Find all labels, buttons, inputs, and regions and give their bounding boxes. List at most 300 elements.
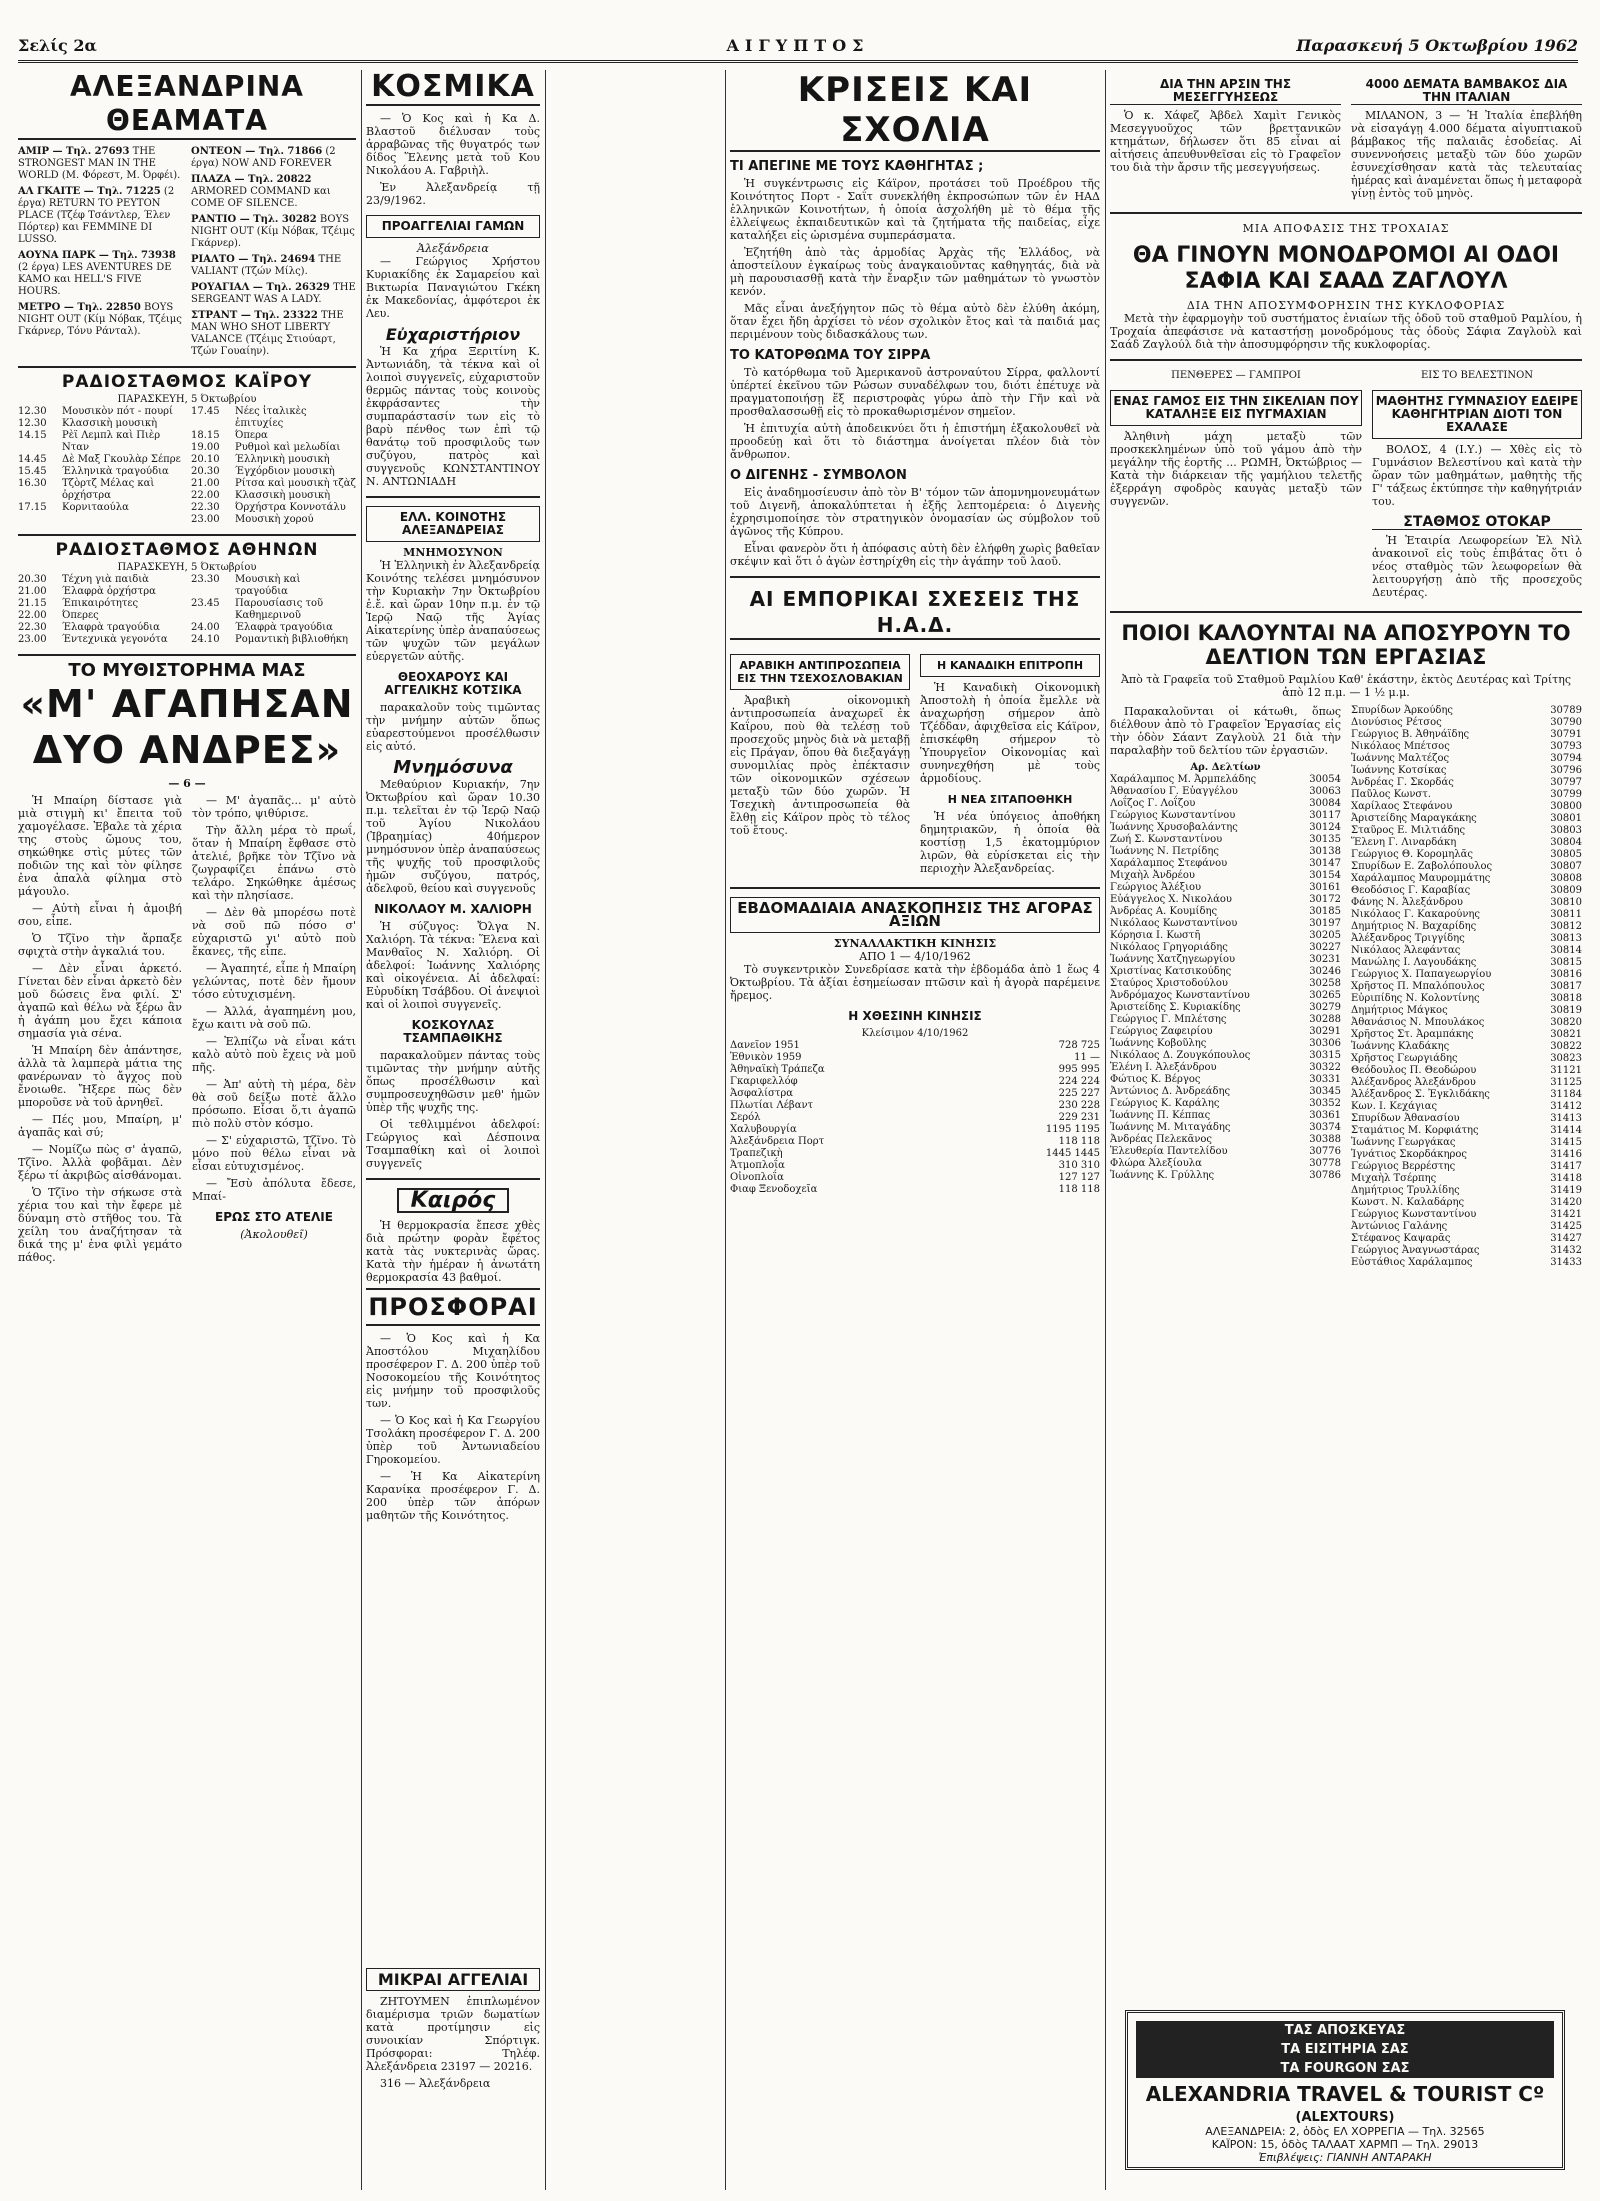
labor-name: Παῦλος Κωνστ. — [1351, 789, 1431, 800]
labor-number: 30818 — [1550, 993, 1582, 1004]
labor-number: 30823 — [1550, 1053, 1582, 1064]
thanks-text: Ἡ Κα χήρα Ξεριτίνη Κ. Ἀντωνιάδη, τὰ τέκνα καὶ οἱ λοιποὶ συγγενεῖς, εὐχαριστοῦν θερμῶς πάντας τοὺς κοινοὺς ἐκφράσαντες τὴν συμπαράστασίν των εἰς τὸ βαρὺ πένθος των ἐπὶ τῷ θανάτῳ τοῦ προσφιλοῦς των συζύγου, πατρὸς καὶ συγγενοῦς ΚΩΝΣΤΑΝΤΙΝΟΥ Ν. ΑΝΤΩΝΙΑΔΗ — [366, 345, 540, 488]
stock-value-b: 1445 — [1074, 1148, 1100, 1159]
labor-name: Νικόλαος Κωνσταντίνου — [1110, 918, 1238, 929]
labor-name: Ἰωάννης Ν. Πετρίδης — [1110, 846, 1219, 857]
labor-number: 30084 — [1309, 798, 1341, 809]
labor-name: Ἑλευθερία Παντελίδου — [1110, 1146, 1228, 1157]
labor-row — [1110, 774, 1341, 786]
program-time: 17.45 — [191, 406, 220, 417]
names-text: παρακαλοῦν τοὺς τιμῶντας τὴν μνήμην αὐτῶν ὅπως εὐαρεστούμενοι προσέλθωσιν εἰς αὐτό. — [366, 701, 540, 753]
weddings-head: ΠΡΟΑΓΓΕΛΙΑΙ ΓΑΜΩΝ — [366, 215, 540, 238]
article-paragraph: Εἶναι φανερὸν ὅτι ἡ ἀπόφασις αὐτὴ δὲν ἐλήφθη χωρὶς βαθεῖαν σκέψιν καὶ ὅτι ὁ ἀγὼν ἐστηρίχθη εἰς τὴν ἀγάπην τοῦ λαοῦ. — [730, 542, 1100, 568]
ad-agency: (ALEXTOURS) — [1295, 2110, 1395, 2125]
labor-number: 30820 — [1550, 1017, 1582, 1028]
radio-athens-date: ΠΑΡΑΣΚΕΥΗ, 5 Όκτωβρίου — [117, 562, 257, 573]
stocks-title: ΕΒΔΟΜΑΔΙΑΙΑ ΑΝΑΣΚΟΠΗΣΙΣ ΤΗΣ ΑΓΟΡΑΣ ΑΞΙΩΝ — [730, 897, 1100, 933]
page-number: Σελίς 2α — [18, 35, 97, 55]
memorial-1-name: ΝΙΚΟΛΑΟΥ Μ. ΧΑΛΙΟΡΗ — [374, 902, 532, 916]
article-paragraph: Ἡ ἐπιτυχία αὐτὴ ἀποδεικνύει ὅτι ἡ ἐπιστήμη ἐξακολουθεῖ νὰ προοδεύῃ καὶ ὅτι τὸ διάστημα ἀνοίγεται πλέον διὰ τὸν ἄνθρωπον. — [730, 422, 1100, 461]
labor-number: 31415 — [1550, 1137, 1582, 1148]
top-right-articles — [1110, 70, 1582, 204]
labor-name: Ἀθανάσιος Ν. Μπουλάκος — [1351, 1017, 1485, 1028]
labor-name: Ἕλενη Γ. Λιναρδάκη — [1351, 837, 1457, 848]
labor-row — [1110, 894, 1341, 906]
labor-name: Ἰωάννης Κλαδάκης — [1351, 1041, 1450, 1052]
program-row — [191, 490, 356, 502]
digenis-head: Ο ΔΙΓΕΝΗΣ - ΣΥΜΒΟΛΟΝ — [730, 468, 907, 483]
program-row — [18, 502, 183, 514]
program-time: 22.30 — [191, 502, 220, 513]
theater-desc: (2 έργα) LES AVENTURES DE KAMO και HELL'S FIVE HOURS. — [18, 262, 172, 297]
program-name: Ρὲϊ Λεμπλ καὶ Πιὲρ Νταν — [62, 430, 161, 453]
labor-row — [1110, 1026, 1341, 1038]
stock-row — [730, 1112, 1100, 1124]
article-paragraph: Εἰς ἀναδημοσίευσιν ἀπὸ τὸν Β' τόμον τῶν ἀπομνημονευμάτων τοῦ Διγενῆ, ἀποκαλύπτεται ἡ ἐξῆς λεπτομέρεια: ὁ Διγενὴς ἐχρησιμοποίησε τὸν στρατηγικὸν ὀνομασίαν ὡς σύμβολον τοῦ ἀγῶνος τῆς Κύπρου. — [730, 486, 1100, 538]
labor-row — [1351, 1017, 1582, 1029]
labor-number: 30815 — [1550, 957, 1582, 968]
labor-row — [1110, 1122, 1341, 1134]
labor-row — [1351, 933, 1582, 945]
classifieds-foot: 316 — Ἀλεξάνδρεια — [380, 2077, 491, 2090]
labor-row — [1351, 1161, 1582, 1173]
stock-name: Ἀλεξάνδρεια Πορτ — [730, 1136, 825, 1147]
labor-number: 30161 — [1309, 882, 1341, 893]
labor-row — [1351, 1149, 1582, 1161]
labor-number: 30817 — [1550, 981, 1582, 992]
labor-number: 30808 — [1550, 873, 1582, 884]
labor-row — [1110, 798, 1341, 810]
program-row — [18, 430, 183, 454]
labor-name: Μιχαὴλ Ἀνδρέου — [1110, 870, 1195, 881]
labor-row — [1351, 1113, 1582, 1125]
labor-name: Ἀλέξανδρος Σ. Ἐγκλιδάκης — [1351, 1089, 1490, 1100]
labor-number: 30805 — [1550, 849, 1582, 860]
labor-number: 30813 — [1550, 933, 1582, 944]
novel-chapter: — 6 — — [168, 777, 206, 790]
ad-address-alexandria: ΑΛΕΞΑΝΔΡΕΙΑ: 2, ὁδὸς ΕΛ ΧΟΡΡΕΓΙΑ — Τηλ. 32565 — [1205, 2125, 1485, 2138]
uar-a2-head: Η ΚΑΝΑΔΙΚΗ ΕΠΙΤΡΟΠΗ — [920, 654, 1100, 677]
program-name: Έλαφρὰ τραγούδια — [62, 622, 160, 633]
thessaloniki-kicker: ΕΙΣ ΤΟ ΒΕΛΕΣΤΙΝΟΝ — [1420, 370, 1534, 381]
stock-value-a: 127 — [1058, 1172, 1078, 1183]
labor-sub: Ἀπὸ τὰ Γραφεῖα τοῦ Σταθμοῦ Ραμλίου Καθ' ἑκάστην, ἐκτὸς Δευτέρας καὶ Τρίτης ἀπὸ 12 π.μ. — 1 ½ μ.μ. — [1120, 673, 1572, 699]
labor-number: 30822 — [1550, 1041, 1582, 1052]
program-time: 12.30 — [18, 418, 47, 429]
program-row — [18, 634, 183, 646]
novel-paragraph: — Σ' εὐχαριστῶ, Τζῖνο. Τὸ μόνο ποὺ θέλω εἶναι νὰ εἶσαι εὐτυχισμένος. — [192, 1134, 356, 1173]
labor-row — [1351, 1137, 1582, 1149]
classifieds-text: ΖΗΤΟΥΜΕΝ ἐπιπλωμένον διαμέρισμα τριῶν δωματίων κατὰ προτίμησιν εἰς συνοικίαν Σπόρτιγκ. Πρόσφοραι: Τηλέφ. Ἀλεξάνδρεια 23197 — 20216. — [366, 1995, 540, 2073]
uar-body — [730, 646, 1100, 879]
labor-name: Φώτιος Κ. Βέργος — [1110, 1074, 1201, 1085]
theater-desc: BOYS NIGHT OUT (Κίμ Νόβακ, Τζέιμς Γκάρνερ, Τόνυ Ράνταλ). — [18, 302, 182, 337]
labor-number: 30803 — [1550, 825, 1582, 836]
stock-value-a: 310 — [1058, 1160, 1078, 1171]
stocks-sub: ΣΥΝΑΛΛΑΚΤΙΚΗ ΚΙΝΗΣΙΣ — [833, 937, 997, 950]
ad-top3: ΤΑ FOURGON ΣΑΣ — [1136, 2059, 1554, 2078]
labor-name: Ἀριστείδης Σ. Κυριακίδης — [1110, 1002, 1241, 1013]
column-rule — [725, 70, 726, 2190]
stock-value-a: 118 — [1058, 1136, 1078, 1147]
program-time: 15.45 — [18, 466, 47, 477]
labor-number: 30819 — [1550, 1005, 1582, 1016]
program-time: 22.00 — [18, 610, 47, 621]
labor-number: 30279 — [1309, 1002, 1341, 1013]
labor-number: 30361 — [1309, 1110, 1341, 1121]
program-time: 20.10 — [191, 454, 220, 465]
labor-row — [1351, 1089, 1582, 1101]
column-rule — [361, 70, 362, 2190]
labor-row — [1351, 1125, 1582, 1137]
program-row — [18, 598, 183, 610]
column-left — [18, 70, 356, 2190]
program-name: Έλαφρὰ ὀρχήστρα — [62, 586, 156, 597]
labor-row — [1351, 1245, 1582, 1257]
labor-name: Νικόλαος Μπέτσος — [1351, 741, 1450, 752]
labor-number: 31427 — [1550, 1233, 1582, 1244]
uar-a2-text: Ἡ Καναδικὴ Οἰκονομικὴ Ἀποστολὴ ἡ ὁποία ἔμελλε νὰ ἀναχωρήσῃ σήμερον ἀπὸ Τζέδδαν, ἀφιχθεῖσα εἰς Κάϊρον, ἐπισκέφθη σήμερον τὸ Ὑπουργεῖον Οἰκονομίας καὶ συνηνεχθήση μὲ τοὺς ἁρμοδίους. — [920, 681, 1100, 785]
stock-name: Σερόλ — [730, 1112, 761, 1123]
labor-name: Ζωή Σ. Κωνσταντίνου — [1110, 834, 1223, 845]
theater-name: ΑΛ ΓΚΑΙΤΕ — Τηλ. 71225 — [18, 186, 161, 197]
divider — [730, 576, 1100, 578]
wedding-text: Ἀληθινὴ μάχη μεταξὺ τῶν προσκεκλημένων ὑπὸ τοῦ γάμου ἀπὸ τὴν μεγάλην τῆς ἑορτῆς ... ΡΩΜΗ, Ὀκτώβριος — Κατὰ τὴν διάρκειαν τῆς γαμήλιου τελετῆς ἐξερράγη σφοδρὸς καυγὰς μεταξὺ τῶν συγγενῶν. — [1110, 430, 1362, 508]
weddings-city: Ἀλεξάνδρεια — [417, 242, 489, 255]
theater-name: ΜΕΤΡΟ — Τηλ. 22850 — [18, 302, 141, 313]
weather-text: Ἡ θερμοκρασία ἔπεσε χθὲς διὰ πρώτην φορὰν ἔφέτος κατὰ τὰς νυκτερινὰς ὥρας. Κατὰ τὴν ἡμέραν ἡ ἀνωτάτη θερμοκρασία 43 βαθμοί. — [366, 1219, 540, 1284]
labor-row — [1351, 1209, 1582, 1221]
labor-name: Γεώργιος Βερρέστης — [1351, 1161, 1456, 1172]
labor-name: Κωνστ. Ν. Καλαδάρης — [1351, 1197, 1465, 1208]
divider — [1110, 212, 1582, 214]
theater-desc: THE STRONGEST MAN IN THE WORLD (Μ. Φόρεστ, Μ. Όρφέι). — [18, 146, 181, 181]
program-time: 19.00 — [191, 442, 220, 453]
labor-name: Χαρίλαος Στεφάνου — [1351, 801, 1453, 812]
sirra-body — [730, 366, 1100, 461]
labor-row — [1351, 741, 1582, 753]
labor-number: 31413 — [1550, 1113, 1582, 1124]
labor-name: Εὐστάθιος Χαράλαμπος — [1351, 1257, 1473, 1268]
labor-name: Σταύρος Χριστοδούλου — [1110, 978, 1228, 989]
theater-item — [191, 254, 356, 278]
novel-paragraph: Ὁ Τζῖνο τὴν ἄρπαξε σφιχτὰ στὴν ἀγκαλιά του. — [18, 932, 182, 958]
labor-name: Ἰωάννης Κ. Γρύλλης — [1110, 1170, 1215, 1181]
labor-row — [1351, 1173, 1582, 1185]
labor-name: Ἰωάννης Χατζηγεωργίου — [1110, 954, 1236, 965]
stocks-period: ΑΠΟ 1 — 4/10/1962 — [859, 950, 971, 963]
program-name: Έλληνικὴ μουσικὴ — [235, 454, 330, 465]
labor-name: Μιχαὴλ Τσέρπης — [1351, 1173, 1437, 1184]
labor-number: 31412 — [1550, 1101, 1582, 1112]
labor-name: Γεώργιος Β. Ἀθηνάϊδης — [1351, 729, 1470, 740]
labor-number: 30322 — [1309, 1062, 1341, 1073]
theaters-list — [18, 146, 356, 358]
labor-name: Σταμάτιος Μ. Κορφιάτης — [1351, 1125, 1479, 1136]
labor-name: Χρῆστος Στ. Ἀραμπάκης — [1351, 1029, 1474, 1040]
radio-cairo-title: ΡΑΔΙΟΣΤΑΘΜΟΣ ΚΑΪΡΟΥ — [61, 372, 313, 392]
stock-values — [1059, 1088, 1100, 1100]
program-time: 23.00 — [18, 634, 47, 645]
theater-item — [18, 302, 183, 338]
program-name: Έλαφρὰ τραγούδια — [235, 622, 333, 633]
labor-number: 30809 — [1550, 885, 1582, 896]
labor-name: Δημήτριος Ν. Βαχαρίδης — [1351, 921, 1477, 932]
theater-desc: (2 έργα) NOW AND FOREVER — [191, 146, 336, 169]
labor-number: 30054 — [1309, 774, 1341, 785]
theater-name: ΑΜΙΡ — Τηλ. 27693 — [18, 146, 130, 157]
uar-a3-text: Ἡ νέα ὑπόγειος ἀποθήκη δημητριακῶν, ἡ ὁποία θὰ κοστίσῃ 1,5 ἑκατομμύριον λιρῶν, θὰ εὑρίσκεται εἰς τὴν περιοχὴν Ἀλεξανδρείας. — [920, 810, 1100, 875]
labor-row — [1351, 909, 1582, 921]
article-paragraph: Μᾶς εἶναι ἀνεξήγητον πῶς τὸ θέμα αὐτὸ δὲν ἐλύθη ἀκόμη, ὅταν ἔχει ἤδη ἀρχίσει τὸ νέον σχολικὸν ἔτος καὶ τὰ παιδιά μας περιμένουν τοὺς διδασκάλους των. — [730, 302, 1100, 341]
stock-values — [1059, 1136, 1100, 1148]
divider — [18, 366, 356, 368]
stock-row — [730, 1172, 1100, 1184]
stock-values — [1046, 1148, 1100, 1160]
labor-name: Ἀντώνιος Δ. Ἀνδρεάδης — [1110, 1086, 1231, 1097]
sirra-head: ΤΟ ΚΑΤΟΡΘΩΜΑ ΤΟΥ ΣΙΡΡΑ — [730, 348, 931, 363]
labor-number: 31418 — [1550, 1173, 1582, 1184]
labor-row — [1110, 1002, 1341, 1014]
labor-row — [1110, 1074, 1341, 1086]
memorial-1-family: Ἡ σύζυγος: Ὄλγα Ν. Χαλιόρη. Τὰ τέκνα: Ἕλενα καὶ Μανθαῖος Ν. Χαλιόρη. Οἱ ἀδελφοί: Ἰωάννης Χαλιόρης καὶ οἰκογένεια. Αἱ ἀδελφαί: Εὐρυδίκη Τσάβδου. Οἱ ἀνεψιοὶ καὶ οἱ λοιποὶ συγγενεῖς. — [366, 920, 540, 1011]
labor-number: 30801 — [1550, 813, 1582, 824]
labor-number: 31121 — [1550, 1065, 1582, 1076]
labor-name: Στέφανος Καψαρᾶς — [1351, 1233, 1451, 1244]
labor-group-label: Αρ. Δελτίων — [1190, 762, 1261, 773]
labor-row — [1351, 1077, 1582, 1089]
theater-desc: ARMORED COMMAND και COME OF SILENCE. — [191, 186, 331, 209]
labor-row — [1110, 942, 1341, 954]
labor-number: 30197 — [1309, 918, 1341, 929]
labor-number: 30800 — [1550, 801, 1582, 812]
labor-number: 30791 — [1550, 729, 1582, 740]
labor-name: Γεώργιος Ἀλέξιου — [1110, 882, 1202, 893]
labor-name: Ἀλέξανδρος Τριγγίδης — [1351, 933, 1465, 944]
memorial-1-text: Μεθαύριον Κυριακήν, 7ην Ὀκτωβρίου καὶ ὥραν 10.30 π.μ. τελεῖται ἐν τῷ Ἱερῷ Ναῷ τοῦ Ἁγίου Νικολάου (Ἰβραημίας) 40ήμερον μνημόσυνον ὑπὲρ ἀναπαύσεως τῆς ψυχῆς τοῦ προσφιλοῦς ἡμῶν συζύγου, πατρός, ἀδελφοῦ, θείου καὶ συγγενοῦς — [366, 778, 540, 895]
theater-item — [191, 310, 356, 358]
labor-number: 31125 — [1550, 1077, 1582, 1088]
labor-row — [1351, 825, 1582, 837]
labor-number: 30063 — [1309, 786, 1341, 797]
novel-paragraph: Τὴν ἄλλη μέρα τὸ πρωΐ, ὅταν ἡ Μπαίρη ἔφθασε στὸ ἀτελιέ, βρῆκε τὸν Τζῖνο νὰ ζωγραφίζει ἐπάνω στὸ τελάρο. Σηκώθηκε ἀμέσως καὶ τὴν πλησίασε. — [192, 824, 356, 902]
article-paragraph: Ἐζητήθη ἀπὸ τὰς ἀρμοδίας Ἀρχὰς τῆς Ἑλλάδος, νὰ ἀποστείλουν ἐγκαίρως τοὺς ἀναγκαιοῦντας καθηγητάς, διὰ νὰ μὴ παρουσιασθῇ κατὰ τὴν ἔναρξιν τῶν μαθημάτων τὸ γνωστὸν κενόν. — [730, 246, 1100, 298]
program-row — [18, 454, 183, 466]
novel-paragraph: — Αὐτὴ εἶναι ἡ ἀμοιβή σου, εἶπε. — [18, 902, 182, 928]
stock-row — [730, 1124, 1100, 1136]
labor-number: 30147 — [1309, 858, 1341, 869]
labor-list-left — [1110, 774, 1341, 1182]
program-time: 21.00 — [18, 586, 47, 597]
theater-desc: BOYS NIGHT OUT (Κίμ Νόβακ, Τζέιμς Γκάρνερ). — [191, 214, 355, 249]
digenis-body — [730, 486, 1100, 568]
program-row — [18, 466, 183, 478]
program-row — [191, 598, 356, 622]
labor-number: 30185 — [1309, 906, 1341, 917]
divider — [1110, 359, 1582, 361]
novel-title: «Μ' ΑΓΑΠΗΣΑΝ ΔΥΟ ΑΝΔΡΕΣ» — [20, 682, 354, 772]
labor-number: 30821 — [1550, 1029, 1582, 1040]
labor-row — [1351, 981, 1582, 993]
novel-paragraph: — Ἀλλά, ἀγαπημένη μου, ἔχω καιτι νὰ σοῦ πῶ. — [192, 1005, 356, 1031]
otokar-title: ΣΤΑΘΜΟΣ ΟΤΟΚΑΡ — [1372, 516, 1582, 530]
program-name: Τζὸρτζ Μέλας καὶ ὀρχήστρα — [62, 478, 155, 501]
labor-name: Γεώργιος Κ. Καράλης — [1110, 1098, 1220, 1109]
labor-name: Χρῆστος Γεωργιάδης — [1351, 1053, 1458, 1064]
program-time: 18.15 — [191, 430, 220, 441]
labor-row — [1351, 1197, 1582, 1209]
stock-name: Φιαφ Ξενοδοχεῖα — [730, 1184, 818, 1195]
stock-value-a: 728 — [1058, 1040, 1078, 1051]
wedding-kicker: ΠΕΝΘΕΡΕΣ — ΓΑΜΠΡΟΙ — [1171, 370, 1301, 381]
labor-number: 30789 — [1550, 705, 1582, 716]
labor-row — [1110, 966, 1341, 978]
offer-item: — Ὁ Κος καὶ ἡ Κα Ἀποστόλου Μιχαηλίδου προσέφερον Γ. Δ. 200 ὑπὲρ τοῦ Νοσοκομείου τῆς Κοινότητος εἰς μνήμην τοῦ προσφιλοῦς των. — [366, 1332, 540, 1410]
kosmika-date: Ἐν Ἀλεξανδρείᾳ τῇ 23/9/1962. — [366, 181, 540, 207]
labor-name: Σπυρίδων Ε. Ζαβολόπουλος — [1351, 861, 1493, 872]
labor-number: 30258 — [1309, 978, 1341, 989]
program-row — [191, 478, 356, 490]
stock-row — [730, 1088, 1100, 1100]
labor-number: 30315 — [1309, 1050, 1341, 1061]
labor-row — [1351, 801, 1582, 813]
memorials-head: Μνημόσυνα — [393, 757, 513, 778]
labor-row — [1110, 990, 1341, 1002]
traffic-kicker: ΜΙΑ ΑΠΟΦΑΣΙΣ ΤΗΣ ΤΡΟΧΑΙΑΣ — [1242, 222, 1450, 235]
program-time: 14.45 — [18, 454, 47, 465]
labor-number: 30388 — [1309, 1134, 1341, 1145]
labor-row — [1351, 1101, 1582, 1113]
theater-name: ΠΛΑΖΑ — Τηλ. 20822 — [191, 174, 312, 185]
labor-row — [1110, 1062, 1341, 1074]
labor-name: Ἀλέξανδρος Ἀλεξάνδρου — [1351, 1077, 1476, 1088]
program-row — [18, 622, 183, 634]
labor-row — [1351, 969, 1582, 981]
program-row — [18, 586, 183, 598]
program-time: 20.30 — [191, 466, 220, 477]
ad-address-cairo: ΚΑΪΡΟΝ: 15, ὁδὸς ΤΑΛΑΑΤ ΧΑΡΜΠ — Τηλ. 29013 — [1211, 2138, 1479, 2151]
stock-row — [730, 1064, 1100, 1076]
stock-row — [730, 1160, 1100, 1172]
program-time: 17.15 — [18, 502, 47, 513]
labor-name: Νικόλαος Γρηγοριάδης — [1110, 942, 1228, 953]
stock-value-b: — — [1090, 1052, 1100, 1063]
names-head: ΘΕΟΧΑΡΟΥΣ ΚΑΙ ΑΓΓΕΛΙΚΗΣ ΚΟΤΣΙΚΑ — [384, 670, 522, 697]
offers-list — [366, 1332, 540, 1522]
program-name: Νέες ἰταλικὲς ἐπιτυχίες — [235, 406, 307, 429]
memorial-2-text: παρακαλοῦμεν πάντας τοὺς τιμῶντας τὴν μνήμην αὐτῆς ὅπως προσέλθωσιν καὶ συμπροσευχηθῶσιν μεθ' ἡμῶν ὑπὲρ τῆς ψυχῆς της. — [366, 1049, 540, 1114]
labor-row — [1351, 777, 1582, 789]
program-row — [18, 574, 183, 586]
thanks-head: Εὐχαριστήριον — [385, 325, 521, 344]
column-right — [1110, 70, 1582, 2190]
theater-item — [18, 186, 183, 246]
labor-row — [1110, 858, 1341, 870]
stock-name: Πλωτίαι Λέβαντ — [730, 1100, 814, 1111]
novel-kicker: ΤΟ ΜΥΘΙΣΤΟΡΗΜΑ ΜΑΣ — [68, 660, 306, 681]
labor-name: Νικόλαος Ἀλεφάντας — [1351, 945, 1461, 956]
offer-item: — Ἡ Κα Αἰκατερίνη Καρανίκα προσέφερον Γ. Δ. 200 ὑπὲρ τῶν ἀπόρων μαθητῶν τῆς Κοινότητος. — [366, 1470, 540, 1522]
page-header — [18, 30, 1578, 63]
theater-item — [18, 250, 183, 298]
labor-row — [1110, 918, 1341, 930]
stock-value-a: 225 — [1058, 1088, 1078, 1099]
labor-row — [1110, 1038, 1341, 1050]
divider — [18, 654, 356, 656]
program-time: 24.00 — [191, 622, 220, 633]
kosmika-title: ΚΟΣΜΙΚΑ — [366, 70, 540, 106]
stock-values — [1074, 1052, 1100, 1064]
labor-number: 31433 — [1550, 1257, 1582, 1268]
program-name: Παρουσίασις τοῦ Καθημερινοῦ — [235, 598, 324, 621]
program-row — [191, 442, 356, 454]
stock-name: Οἰνοπλοΐα — [730, 1172, 784, 1183]
labor-title: ΠΟΙΟΙ ΚΑΛΟΥΝΤΑΙ ΝΑ ΑΠΟΣΥΡΟΥΝ ΤΟ ΔΕΛΤΙΟΝ ΤΩΝ ΕΡΓΑΣΙΑΣ — [1121, 621, 1571, 669]
labor-name: Ἀντώνιος Γαλάνης — [1351, 1221, 1448, 1232]
stock-row — [730, 1100, 1100, 1112]
stock-values — [1059, 1184, 1100, 1196]
radio-cairo-list — [18, 406, 356, 526]
labor-number: 30807 — [1550, 861, 1582, 872]
program-row — [191, 454, 356, 466]
labor-name: Ἀνδρόμαχος Κωνσταντίνου — [1110, 990, 1250, 1001]
labor-name: Θεοδόσιος Γ. Καραβίας — [1351, 885, 1471, 896]
stock-value-b: 227 — [1080, 1088, 1100, 1099]
labor-number: 31416 — [1550, 1149, 1582, 1160]
labor-row — [1351, 1257, 1582, 1269]
radio-cairo-date: ΠΑΡΑΣΚΕΥΗ, 5 Όκτωβρίου — [117, 394, 257, 405]
theater-name: ΡΑΝΤΙΟ — Τηλ. 30282 — [191, 214, 317, 225]
traffic-text: Μετὰ τὴν ἐφαρμογὴν τοῦ συστήματος ἐνιαίων τῆς ὁδοῦ τοῦ σταθμοῦ Ραμλίου, ἡ Τροχαία ἀπεφάσισε νὰ καταστήσῃ μονοδρόμους τὰς ὁδοὺς Σάφια Ζαγλοὺλ καὶ Σαάδ Ζαγλούλ διὰ τὴν ἀποσυμφόρησιν τῆς κυκλοφορίας. — [1110, 312, 1582, 351]
program-row — [191, 502, 356, 514]
labor-row — [1351, 765, 1582, 777]
divider — [366, 1178, 540, 1180]
classifieds-box — [366, 1960, 540, 2190]
labor-row — [1110, 810, 1341, 822]
ad-manager: Ἐπιβλέψεις: ΓΙΑΝΝΗ ΑΝΤΑΡΑΚΗ — [1258, 2151, 1432, 2164]
teachers-head: ΤΙ ΑΠΕΓΙΝΕ ΜΕ ΤΟΥΣ ΚΑΘΗΓΗΤΑΣ ; — [730, 159, 984, 174]
labor-name: Γεώργιος Ἀναγνωστάρας — [1351, 1245, 1480, 1256]
ad-company: ALEXANDRIA TRAVEL & TOURIST Cº — [1145, 2082, 1545, 2106]
travel-ad — [1125, 2010, 1565, 2170]
labor-number: 31419 — [1550, 1185, 1582, 1196]
labor-row — [1351, 753, 1582, 765]
labor-row — [1110, 930, 1341, 942]
stock-name: Ἀτμοπλοΐα — [730, 1160, 785, 1171]
labor-name: Ἰωάννης Π. Κέππας — [1110, 1110, 1211, 1121]
stock-value-a: 229 — [1058, 1112, 1078, 1123]
labor-row — [1351, 1233, 1582, 1245]
weddings-text: — Γεώργιος Χρήστου Κυριακίδης ἐκ Σαμαρείου καὶ Βικτωρία Παναγιώτου Γκέκη ἐκ Μακεδονίας, ἀμφότεροι ἐκ Λευ. — [366, 255, 540, 320]
labor-name: Σπυρίδων Ἀθανασίου — [1351, 1113, 1460, 1124]
weather-logo: Καιρός — [397, 1188, 510, 1213]
stock-value-b: 224 — [1080, 1076, 1100, 1087]
stock-name: Δανεῖον 1951 — [730, 1040, 800, 1051]
program-name: Έντεχνικὰ γεγονότα — [62, 634, 168, 645]
radio-athens-title: ΡΑΔΙΟΣΤΑΘΜΟΣ ΑΘΗΝΩΝ — [55, 540, 319, 560]
article-paragraph: Ἡ συγκέντρωσις εἰς Κάϊρον, προτάσει τοῦ Προέδρου τῆς Κοινότητος Πορτ - Σαΐτ συνεκλήθη ἐκπροσώπων τῶν ἐν ΗΑΔ ἑλληνικῶν Κοινοτήτων, ἡ ὁποία ἀσχολήθη μὲ τὸ θέμα τῆς ἐλλείψεως ἐκπαιδευτικῶν καὶ τὰ ζητήματα τῆς παιδείας, εἶχε καταλήξει εἰς ὡρισμένα συμπεράσματα. — [730, 177, 1100, 242]
labor-row — [1110, 906, 1341, 918]
stock-table — [730, 1040, 1100, 1196]
novel-paragraph: — Δὲν εἶναι ἀρκετό. Γίνεται δὲν εἶναι ἀρκετὸ δὲν μοῦ δώσεις ἕνα φιλί. Σ' ἀγαπῶ καὶ θέλω νὰ ξέρω ἂν ἡ ἀγάπη μου ἔχει κάποια σημασία γιὰ σένα. — [18, 962, 182, 1040]
labor-row — [1110, 1170, 1341, 1182]
labor-number: 30810 — [1550, 897, 1582, 908]
traffic-sub: ΔΙΑ ΤΗΝ ΑΠΟΣΥΜΦΟΡΗΣΙΝ ΤΗΣ ΚΥΚΛΟΦΟΡΙΑΣ — [1186, 299, 1506, 312]
program-name: Έγχόρδιον μουσικὴ — [235, 466, 335, 477]
stock-row — [730, 1184, 1100, 1196]
stock-row — [730, 1040, 1100, 1052]
labor-number: 30265 — [1309, 990, 1341, 1001]
